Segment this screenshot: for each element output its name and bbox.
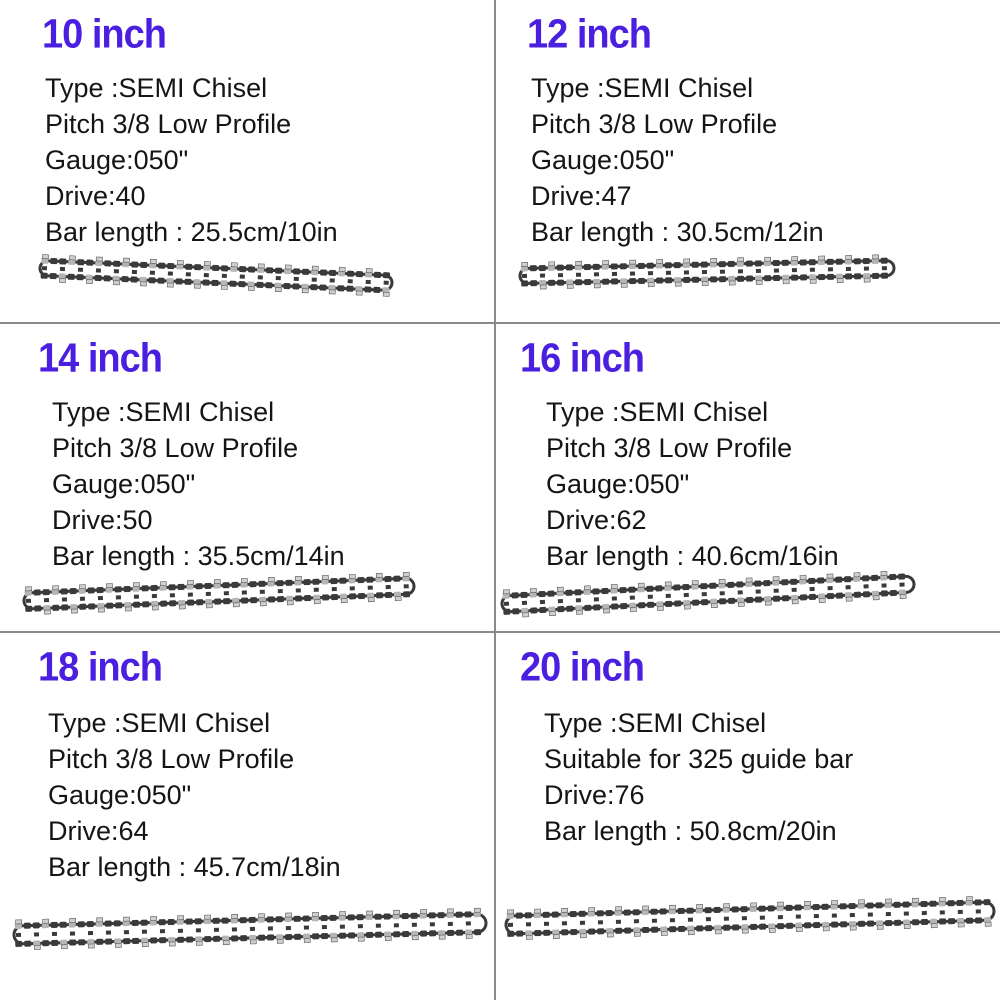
size-cell-10-inch — [0, 0, 494, 322]
spec-type: Type :SEMI Chisel — [531, 73, 754, 103]
chainsaw-chain-image — [0, 0, 494, 322]
spec-bar-length: Bar length : 50.8cm/20in — [544, 816, 837, 846]
spec-type: Type :SEMI Chisel — [544, 708, 767, 738]
spec-drive: Drive:47 — [531, 181, 632, 211]
chainsaw-chain-image — [0, 633, 494, 1000]
spec-pitch: Pitch 3/8 Low Profile — [546, 433, 793, 463]
chainsaw-chain-image — [496, 633, 1000, 1000]
spec-type: Type :SEMI Chisel — [52, 397, 275, 427]
size-cell-20-inch — [496, 633, 1000, 1000]
size-title: 12 inch — [527, 12, 651, 58]
spec-pitch: Pitch 3/8 Low Profile — [48, 744, 295, 774]
spec-pitch: Pitch 3/8 Low Profile — [52, 433, 299, 463]
chainsaw-chain-image — [496, 324, 1000, 631]
spec-gauge: Gauge:050" — [546, 469, 690, 499]
spec-drive: Drive:76 — [544, 780, 645, 810]
size-title: 16 inch — [520, 336, 644, 382]
spec-drive: Drive:62 — [546, 505, 647, 535]
spec-gauge: Gauge:050" — [531, 145, 675, 175]
size-cell-14-inch — [0, 324, 494, 631]
size-title: 18 inch — [38, 645, 162, 691]
spec-gauge: Gauge:050" — [45, 145, 189, 175]
spec-bar-length: Bar length : 30.5cm/12in — [531, 217, 824, 247]
spec-bar-length: Bar length : 45.7cm/18in — [48, 852, 341, 882]
spec-bar-length: Bar length : 35.5cm/14in — [52, 541, 345, 571]
spec-bar-length: Bar length : 25.5cm/10in — [45, 217, 338, 247]
size-title: 14 inch — [38, 336, 162, 382]
spec-drive: Drive:64 — [48, 816, 149, 846]
size-cell-18-inch — [0, 633, 494, 1000]
chainsaw-chain-image — [496, 0, 1000, 322]
spec-type: Type :SEMI Chisel — [546, 397, 769, 427]
spec-drive: Drive:40 — [45, 181, 146, 211]
size-cell-12-inch — [496, 0, 1000, 322]
spec-suitable: Suitable for 325 guide bar — [544, 744, 854, 774]
spec-gauge: Gauge:050" — [52, 469, 196, 499]
spec-pitch: Pitch 3/8 Low Profile — [531, 109, 778, 139]
size-title: 20 inch — [520, 645, 644, 691]
spec-type: Type :SEMI Chisel — [48, 708, 271, 738]
spec-bar-length: Bar length : 40.6cm/16in — [546, 541, 839, 571]
chainsaw-chain-image — [0, 324, 494, 631]
size-cell-16-inch — [496, 324, 1000, 631]
spec-drive: Drive:50 — [52, 505, 153, 535]
spec-type: Type :SEMI Chisel — [45, 73, 268, 103]
spec-pitch: Pitch 3/8 Low Profile — [45, 109, 292, 139]
spec-gauge: Gauge:050" — [48, 780, 192, 810]
size-title: 10 inch — [42, 12, 166, 58]
